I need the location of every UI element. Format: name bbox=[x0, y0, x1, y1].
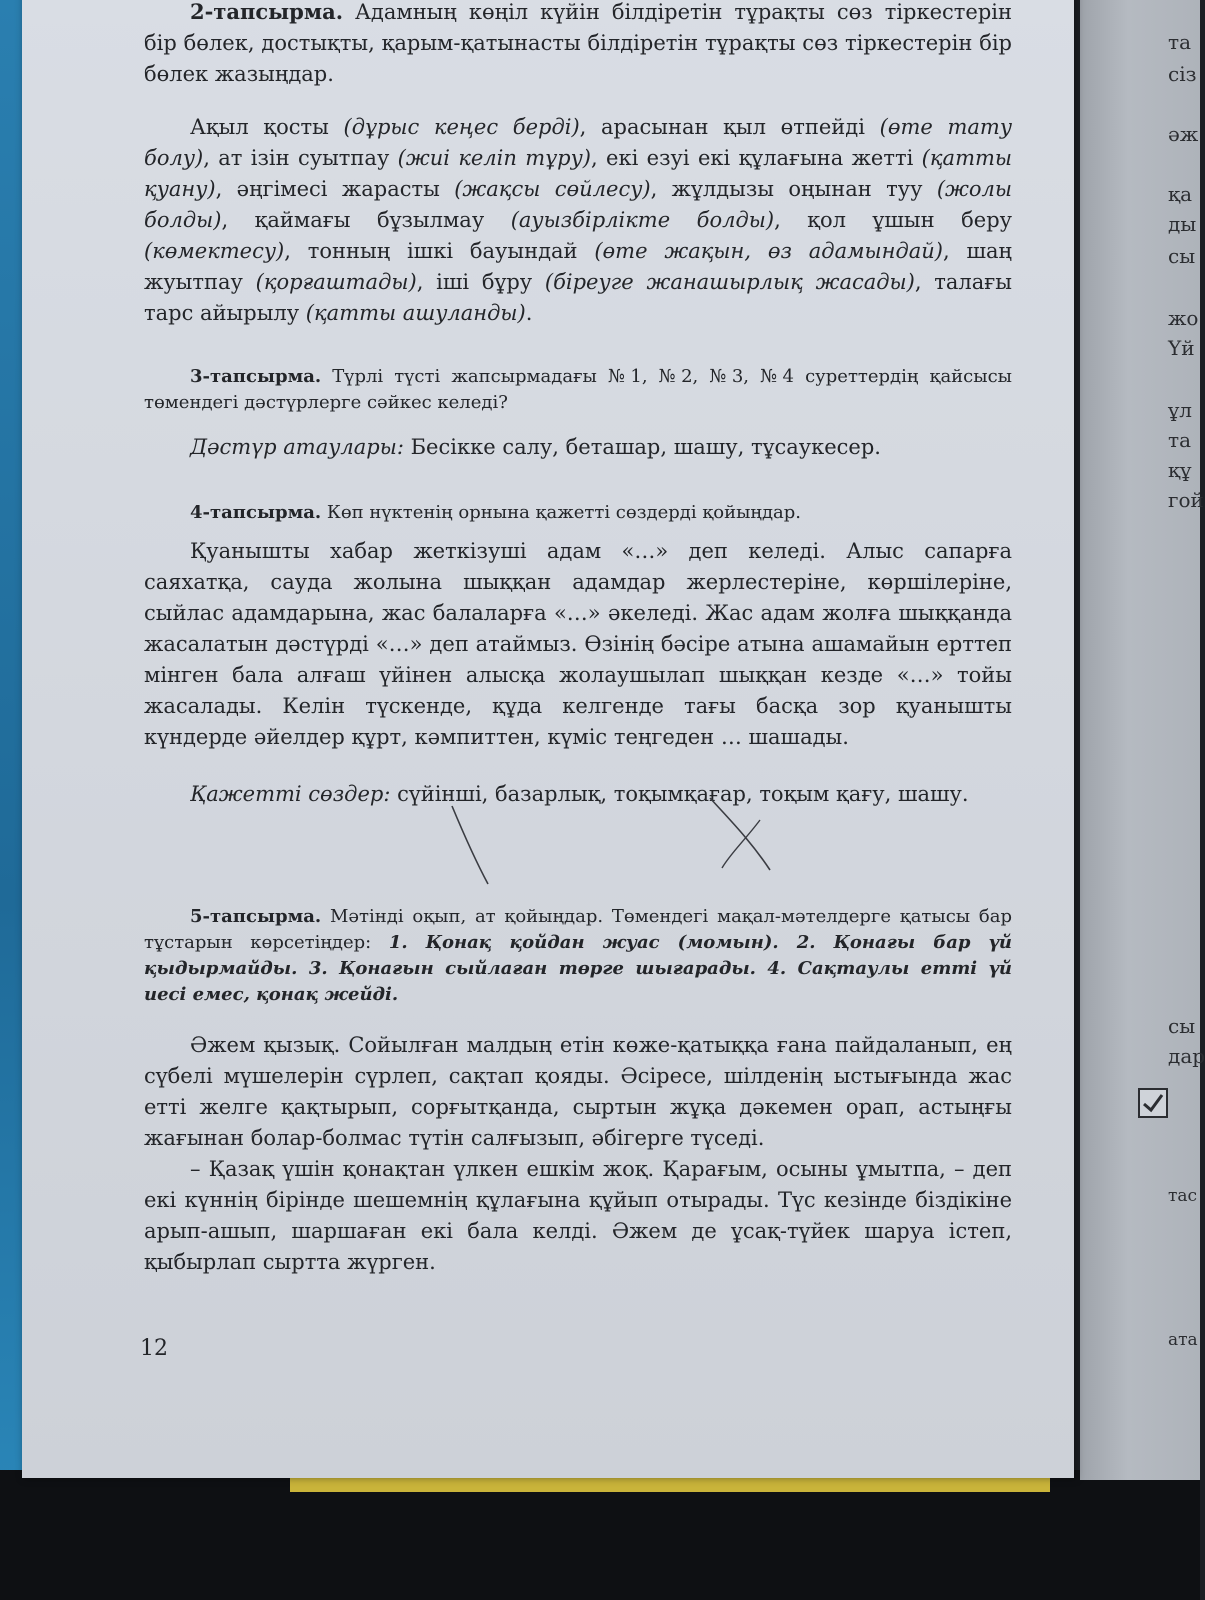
task-5-instruction: Мәтінді оқып, ат қойыңдар. Төмендегі мақал-мәтелдерге қатысы бар тұстарын көрсетіңдер: bbox=[144, 906, 1012, 953]
idiom-text: , тонның ішкі бауындай bbox=[284, 239, 595, 263]
task-4-body: Қуанышты хабар жеткізуші адам «…» деп келеді. Алыс сапарға саяхатқа, сауда жолына шыққан адамдар жерлестеріне, көршілеріне, сыйлас адамдарына, жас балаларға «…» әкеледі. Жас адам жолға шыққанда жасалатын дәстүрді «…» деп атаймыз. Өзінің бәсіре атына ашамайын ерттеп мінген бала алғаш үйінен алысқа жолаушылап шыққан кезде «…» тойы жасалады. Келін түскенде, құда келгенде тағы басқа зор қуанышты күндерде әйелдер құрт, кәмпиттен, күміс теңгеден … шашады. bbox=[144, 539, 1012, 749]
idiom-meaning: (қатты ашуланды) bbox=[305, 301, 526, 325]
right-page-fragment: та bbox=[1168, 428, 1191, 452]
idiom-meaning: (өте жақын, өз адамындай) bbox=[594, 239, 943, 263]
idiom-text: , қаймағы бұзылмау bbox=[221, 208, 511, 232]
right-page-fragment: та bbox=[1168, 30, 1191, 54]
idiom-meaning: (жиі келіп тұру) bbox=[397, 146, 591, 170]
idiom-text: Ақыл қосты bbox=[190, 115, 344, 139]
right-page-fragment: қа bbox=[1168, 182, 1193, 206]
task-3-title: 3-тапсырма. bbox=[190, 366, 322, 387]
idiom-text: , жұлдызы оңынан туу bbox=[650, 177, 937, 201]
idiom-meaning: (көмектесу) bbox=[144, 239, 285, 263]
pen-mark-icon bbox=[700, 790, 780, 880]
task-5 bbox=[144, 904, 1012, 1278]
idiom-text: , арасынан қыл өтпейді bbox=[579, 115, 880, 139]
idiom-text: . bbox=[525, 301, 533, 325]
idiom-meaning: (өте тату болу) bbox=[144, 115, 1013, 170]
idiom-meaning: (біреуге жанашырлық жасады) bbox=[544, 270, 915, 294]
task-2-body bbox=[144, 112, 1012, 329]
idiom-text: , әңгімесі жарасты bbox=[215, 177, 455, 201]
idiom-meaning: (жақсы сөйлесу) bbox=[454, 177, 651, 201]
traditions-label: Дәстүр атаулары: bbox=[190, 435, 404, 459]
right-page-fragment: сіз bbox=[1168, 62, 1197, 86]
task-2-instruction: Адамның көңіл күйін білдіретін тұрақты сөз тіркестерін бір бөлек, достықты, қарым-қатынасты білдіретін тұрақты сөз тіркестерін бір бөлек жазыңдар. bbox=[144, 0, 1012, 86]
idiom-text: , ат ізін суытпау bbox=[203, 146, 398, 170]
task-5-proverbs: 1. Қонақ қойдан жуас (момын). 2. Қонағы бар үй қыдырмайды. 3. Қонағын сыйлаған төрге шығарады. 4. Сақтаулы етті үй иесі емес, қонақ жейді. bbox=[144, 932, 1012, 1005]
required-words-label: Қажетті сөздер: bbox=[190, 782, 391, 806]
task-2-title: 2-тапсырма. bbox=[190, 0, 343, 24]
idiom-text: , шаң жуытпау bbox=[144, 239, 1012, 294]
task-4-title: 4-тапсырма. bbox=[190, 502, 322, 523]
checkbox-icon bbox=[1138, 1088, 1168, 1118]
idiom-text: , екі езуі екі құлағына жетті bbox=[590, 146, 922, 170]
pen-mark-icon bbox=[440, 800, 500, 890]
right-page-fragment: сы bbox=[1168, 1014, 1196, 1038]
right-page-fragment: дар bbox=[1168, 1044, 1205, 1068]
right-page-fragment: гой bbox=[1168, 488, 1204, 512]
story-paragraph-1: Әжем қызық. Сойылған малдың етін көже-қатыққа ғана пайдаланып, ең сүбелі мүшелерін сүрлеп, сақтап қояды. Әсіресе, шілденің ыстығында жас етті желге қақтырып, сорғытқанда, сыртын жұқа дәкемен орап, астыңғы жағынан болар-болмас түтін салғызып, әбігерге түседі. bbox=[144, 1033, 1012, 1150]
right-page-fragment: тас bbox=[1168, 1186, 1198, 1206]
idiom-meaning: (ауызбірлікте болды) bbox=[510, 208, 775, 232]
idiom-text: , қол ұшын беру bbox=[774, 208, 1012, 232]
page-number: 12 bbox=[140, 1336, 168, 1361]
right-page bbox=[1080, 0, 1205, 1480]
task-2 bbox=[144, 0, 1012, 329]
task-4 bbox=[144, 500, 1012, 810]
right-page-fragment: ды bbox=[1168, 212, 1197, 236]
idiom-meaning: (қорғаштады) bbox=[255, 270, 417, 294]
page-edge-strip bbox=[290, 1478, 1050, 1492]
task-3 bbox=[144, 364, 1012, 463]
right-page-fragment: құ bbox=[1168, 458, 1192, 482]
right-page-fragment: жо bbox=[1168, 306, 1199, 330]
right-page-fragment: ұл bbox=[1168, 398, 1193, 422]
right-page-fragment: сы bbox=[1168, 244, 1196, 268]
story-paragraph-2: – Қазақ үшін қонақтан үлкен ешкім жоқ. Қарағым, осыны ұмытпа, – деп екі күннің бірінде шешемнің құлағына құйып отырады. Түс кезінде біздікіне арып-ашып, шаршаған екі бала келді. Әжем де ұсақ-түйек шаруа істеп, қыбырлап сыртта жүрген. bbox=[144, 1157, 1012, 1274]
idiom-meaning: (жолы болды) bbox=[144, 177, 1012, 232]
required-words-list: сүйінші, базарлық, тоқымқағар, тоқым қағу, шашу. bbox=[397, 782, 969, 806]
idiom-meaning: (қатты қуану) bbox=[144, 146, 1012, 201]
traditions-list: Бесікке салу, беташар, шашу, тұсаукесер. bbox=[410, 435, 881, 459]
idiom-text: , іші бұру bbox=[416, 270, 545, 294]
task-3-instruction: Түрлі түсті жапсырмадағы №1, №2, №3, №4 суреттердің қайсысы төмендегі дәстүрлерге сәйкес келеді? bbox=[144, 366, 1012, 413]
right-page-fragment: ата bbox=[1168, 1330, 1198, 1350]
idiom-text: , талағы тарс айырылу bbox=[144, 270, 1012, 325]
right-page-fragment: әж bbox=[1168, 122, 1199, 146]
task-5-title: 5-тапсырма. bbox=[190, 906, 322, 927]
idiom-meaning: (дұрыс кеңес берді) bbox=[343, 115, 580, 139]
right-page-fragment: Үй bbox=[1168, 336, 1195, 360]
task-4-instruction: Көп нүктенің орнына қажетті сөздерді қойыңдар. bbox=[326, 502, 802, 523]
